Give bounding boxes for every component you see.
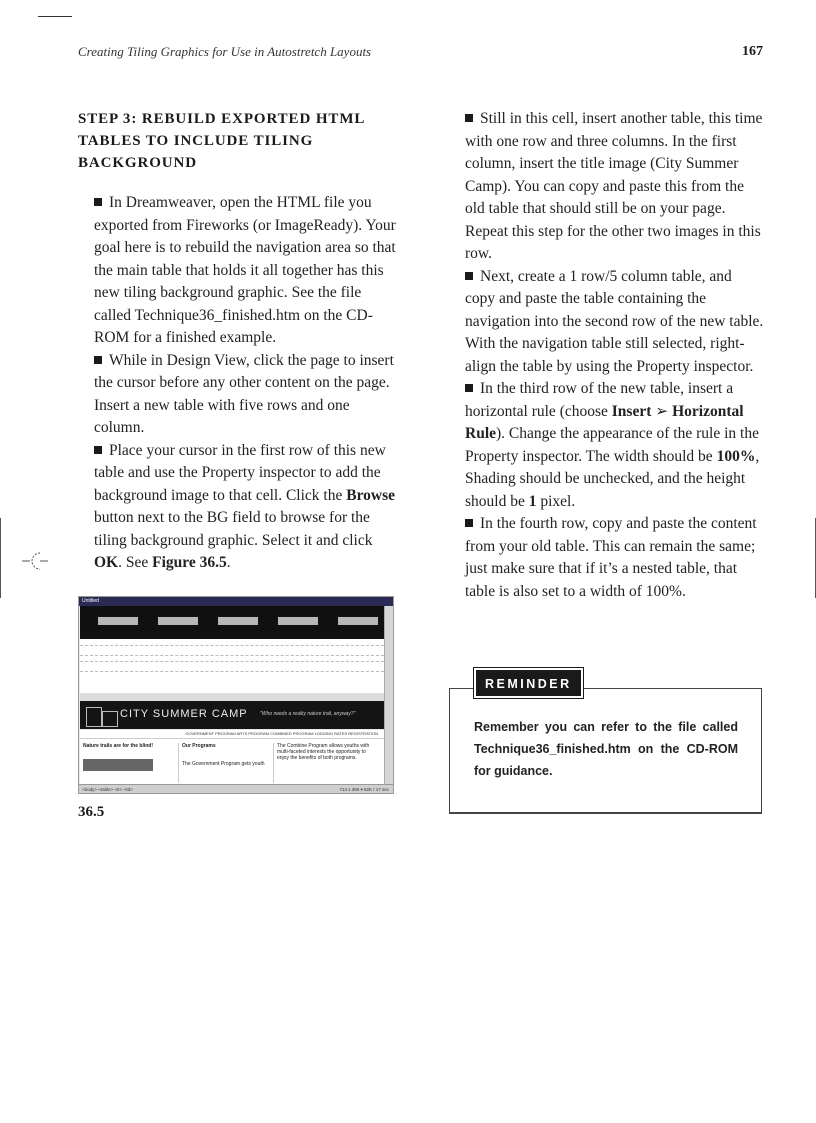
bullet-square-icon: [94, 198, 102, 206]
bullet-square-icon: [465, 519, 473, 527]
building-icon: [86, 707, 102, 727]
top-rule: [38, 16, 72, 17]
paragraph: Next, create a 1 row/5 column table, and copy and paste the table containing the navigation into the second row of the new table. With the navigation table still selected, right-align the table by using the Property inspector.: [465, 267, 764, 375]
banner-title: CITY SUMMER CAMP: [120, 708, 248, 720]
bullet-square-icon: [94, 356, 102, 364]
menu-term-horizontal-rule: Horizontal Rule: [465, 402, 744, 442]
tiling-background-strip: [80, 606, 392, 639]
figure-reference: Figure 36.5: [152, 554, 227, 571]
page-number: 167: [742, 44, 763, 59]
ui-term-browse: Browse: [346, 486, 396, 504]
running-head: Creating Tiling Graphics for Use in Autostretch Layouts: [78, 44, 372, 59]
bullet-square-icon: [94, 446, 102, 454]
content-table: [80, 738, 384, 785]
content-column: Our Programs The Government Program gets youth: [178, 743, 272, 783]
vertical-scrollbar[interactable]: [384, 606, 393, 784]
empty-table-rows: [80, 639, 384, 693]
value-width: 100%: [716, 447, 756, 465]
banner-quote: "Who needs a reality nature trail, anyway?": [260, 711, 356, 717]
value-height: 1: [528, 492, 537, 510]
side-rule: [0, 518, 1, 598]
bullet-square-icon: [465, 114, 473, 122]
window-title-bar: Untitled: [79, 597, 393, 606]
reminder-label: REMINDER: [474, 668, 583, 698]
right-column: [465, 108, 765, 603]
paragraph: Still in this cell, insert another table, this time with one row and three columns. In the first column, insert the title image (City Summer Camp). You can copy and paste this from the old table that should still be on your page. Repeat this step for the other two images in this row.: [465, 110, 763, 262]
menu-term-insert: Insert: [611, 402, 652, 420]
paragraph: Place your cursor in the first row of this new table and use the Property inspector to add the background image to that cell. Click the Browse button next to the BG field to browse for the tiling background graphic. Select it and click OK. See Figure 36.5.: [94, 441, 396, 571]
paragraph: In the fourth row, copy and paste the content from your old table. This can remain the same; just make sure that if it’s a nested table, that table is also set to a width of 100%.: [465, 515, 757, 600]
registration-mark-icon: [22, 547, 48, 573]
window-size: 714 x 390 ▾ 62K / 17 sec: [339, 787, 389, 792]
ui-term-ok: OK: [94, 554, 119, 571]
figure-caption: 36.5: [78, 804, 105, 820]
reminder-text: Remember you can refer to the file called Technique36_finished.htm on the CD-ROM for guidance.: [474, 720, 738, 778]
building-icon: [102, 711, 118, 727]
paragraph: While in Design View, click the page to insert the cursor before any other content on the page. Insert a new table with five rows and one column.: [94, 351, 394, 436]
tag-selector[interactable]: <body> <table> <tr> <td>: [82, 787, 133, 792]
left-column: [94, 192, 396, 575]
column-heading: Our Programs: [182, 743, 216, 749]
step-heading: STEP 3: REBUILD EXPORTED HTML TABLES TO INCLUDE TILING BACKGROUND: [78, 111, 365, 171]
content-column: The Combine Program allows youths with multi-faceted interests the opportunity to enjoy the benefits of both programs.: [273, 743, 377, 783]
paragraph: In the third row of the new table, insert a horizontal rule (choose Insert ➢ Horizontal Rule). Change the appearance of the rule in the Property inspector. The width should be 100%, Shading should be unchecked, and the height should be 1 pixel.: [465, 380, 760, 510]
bullet-square-icon: [465, 272, 473, 280]
figure-screenshot: [78, 596, 394, 794]
bullet-square-icon: [465, 384, 473, 392]
camp-banner: [80, 701, 384, 729]
navigation-links[interactable]: GOVERNMENT PROGRAM ARTS PROGRAM COMBINED PROGRAM LODGING RATES REGISTRATION: [80, 730, 384, 738]
paragraph: In Dreamweaver, open the HTML file you exported from Fireworks (or ImageReady). Your goal here is to rebuild the navigation area so that the main table that holds it all together has this new tiling background graphic. See the file called Technique36_finished.htm on the CD-ROM for a finished example.: [94, 194, 396, 346]
photo: [83, 759, 153, 771]
column-heading: Nature trails are for the blind!: [83, 743, 154, 749]
status-bar: [79, 784, 393, 794]
